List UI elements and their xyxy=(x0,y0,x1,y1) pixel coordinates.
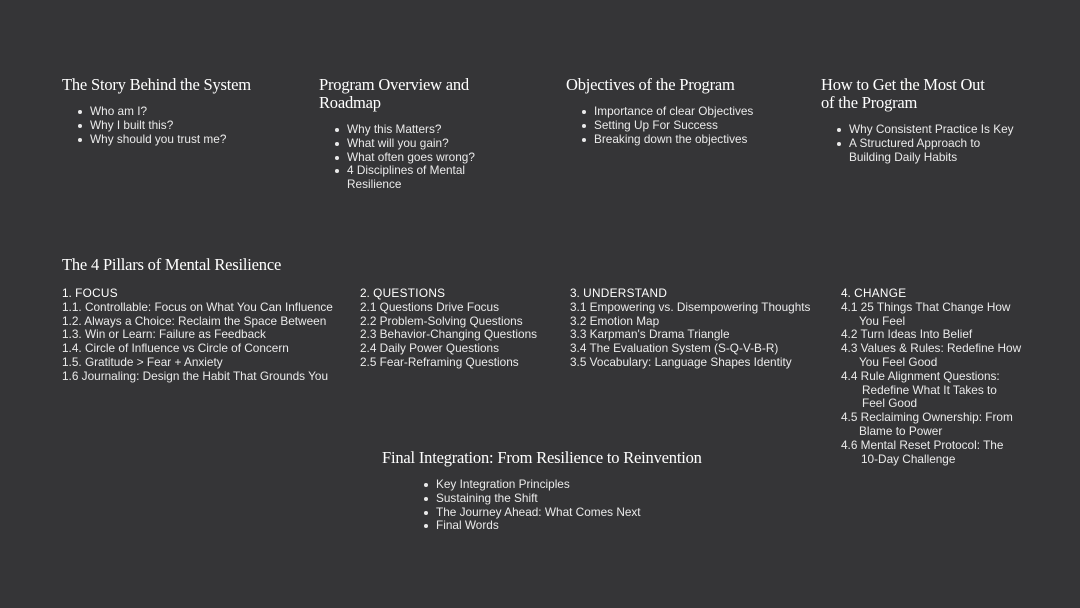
list-item: Why should you trust me? xyxy=(62,133,302,147)
list-item: 4.4 Rule Alignment Questions: Redefine What It Takes to Feel Good xyxy=(841,368,1000,411)
pillar-heading: 4. CHANGE xyxy=(841,286,907,300)
section-list xyxy=(319,123,489,192)
section-list xyxy=(821,123,1031,164)
list-item: 3.4 The Evaluation System (S-Q-V-B-R) xyxy=(570,341,779,356)
list-item: Setting Up For Success xyxy=(566,119,806,133)
pillar-list xyxy=(570,301,830,370)
list-item: 4.5 Reclaiming Ownership: From Blame to Power xyxy=(841,410,1013,438)
list-item: Sustaining the Shift xyxy=(408,492,722,506)
section-list xyxy=(566,105,806,146)
section-title: Final Integration: From Resilience to Reinvention xyxy=(382,448,702,467)
list-item: 4.1 25 Things That Change How You Feel xyxy=(841,299,1011,328)
list-item: The Journey Ahead: What Comes Next xyxy=(408,506,722,520)
pillar-questions xyxy=(360,287,560,370)
list-item: 3.5 Vocabulary: Language Shapes Identity xyxy=(570,354,792,369)
list-item: 2.5 Fear-Reframing Questions xyxy=(360,354,519,369)
list-item: 4.6 Mental Reset Protocol: The 10-Day Challenge xyxy=(841,437,1004,466)
pillar-list xyxy=(62,301,352,384)
list-item: 1.5. Gratitude > Fear + Anxiety xyxy=(62,354,223,369)
section-list xyxy=(62,105,302,146)
pillar-heading: 2. QUESTIONS xyxy=(360,286,446,300)
list-item: 3.1 Empowering vs. Disempowering Thoughts xyxy=(570,299,811,314)
section-title: Objectives of the Program xyxy=(566,75,735,94)
pillar-list xyxy=(360,301,560,370)
section-title: Program Overview and Roadmap xyxy=(319,75,469,112)
list-item: 1.2. Always a Choice: Reclaim the Space Between xyxy=(62,313,327,328)
list-item: 2.1 Questions Drive Focus xyxy=(360,299,499,314)
section-overview xyxy=(319,76,489,192)
list-item: 2.3 Behavior-Changing Questions xyxy=(360,327,538,342)
list-item: What often goes wrong? xyxy=(319,151,489,165)
list-item: 3.2 Emotion Map xyxy=(570,313,660,328)
section-title: How to Get the Most Out of the Program xyxy=(821,75,985,112)
list-item: 2.2 Problem-Solving Questions xyxy=(360,313,523,328)
list-item: 4 Disciplines of Mental Resilience xyxy=(319,164,477,192)
list-item: 2.4 Daily Power Questions xyxy=(360,341,500,356)
list-item: 1.6 Journaling: Design the Habit That Grounds You xyxy=(62,368,329,383)
list-item: A Structured Approach to Building Daily Habits xyxy=(821,137,999,165)
list-item: Breaking down the objectives xyxy=(566,133,806,147)
list-item: Why this Matters? xyxy=(319,123,489,137)
pillar-heading: 3. UNDERSTAND xyxy=(570,286,668,300)
section-how-to xyxy=(821,76,1031,164)
list-item: 1.1. Controllable: Focus on What You Can Influence xyxy=(62,299,333,314)
section-list xyxy=(408,478,722,533)
pillars-title: The 4 Pillars of Mental Resilience xyxy=(62,255,282,274)
list-item: 4.3 Values & Rules: Redefine How You Feel Good xyxy=(841,341,1022,369)
list-item: Key Integration Principles xyxy=(408,478,722,492)
list-item: 4.2 Turn Ideas Into Belief xyxy=(841,327,973,342)
pillar-change xyxy=(841,287,1031,466)
section-story xyxy=(62,76,302,146)
pillar-list xyxy=(841,301,1031,467)
pillar-heading: 1. FOCUS xyxy=(62,286,118,300)
section-final xyxy=(382,449,722,533)
list-item: Importance of clear Objectives xyxy=(566,105,806,119)
list-item: 1.3. Win or Learn: Failure as Feedback xyxy=(62,327,266,342)
section-objectives xyxy=(566,76,806,146)
list-item: 1.4. Circle of Influence vs Circle of Concern xyxy=(62,341,289,356)
pillar-focus xyxy=(62,287,352,384)
list-item: Why I built this? xyxy=(62,119,302,133)
pillar-understand xyxy=(570,287,830,370)
list-item: Why Consistent Practice Is Key xyxy=(821,123,1031,137)
list-item: Final Words xyxy=(408,519,722,533)
list-item: What will you gain? xyxy=(319,137,489,151)
list-item: Who am I? xyxy=(62,105,302,119)
list-item: 3.3 Karpman's Drama Triangle xyxy=(570,327,730,342)
section-title: The Story Behind the System xyxy=(62,75,251,94)
